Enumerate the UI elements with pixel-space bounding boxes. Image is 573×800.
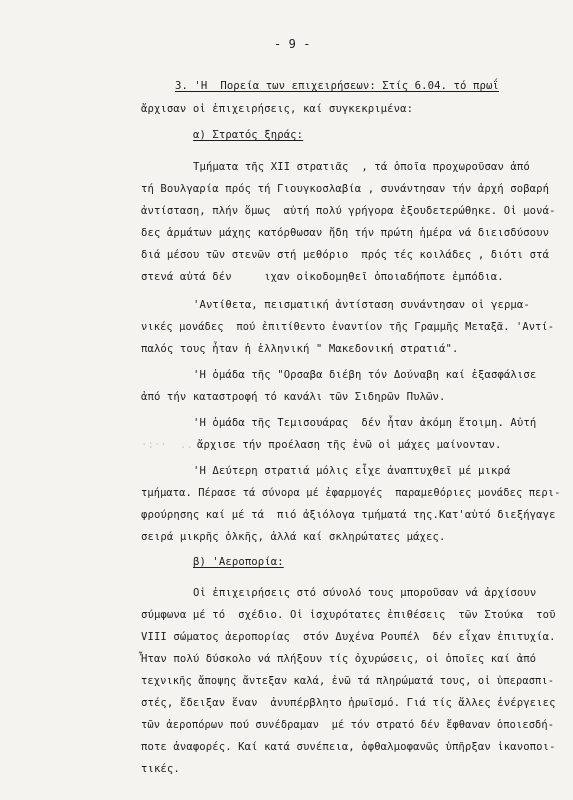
text-line: ἀπό τήν καταστροφή τό κανάλι τῶν Σιδηρῶν Πυλῶν.	[141, 391, 446, 403]
text-line: διά μέσου τῶν στενῶν στή μεθόριο πρός τές κοιλάδες , διότι στά	[141, 249, 550, 261]
subsection-heading: α) Στρατός ξηράς:	[193, 129, 304, 141]
text-line: στενά αὐτά δέν ιχαν οἰκοδομηθεῖ ὁποιαδήποτε ἐμπόδια.	[141, 271, 504, 283]
text-line: Τμήματα τῆς XII στρατιᾶς , τά ὁποῖα προχωροῦσαν ἀπό	[193, 161, 530, 173]
text-line: 'Αντίθετα, πεισματική ἀντίσταση συνάντησαν οἱ γερμα-	[193, 299, 530, 311]
text-line: παλός τους ἦταν ἡ ἑλληνική " Μακεδονική στρατιά".	[141, 343, 459, 355]
subsection-heading: β) 'Αεροπορία:	[193, 556, 284, 568]
smudge-mark: ·:·· ..	[141, 439, 193, 451]
text-line: τεχνικῆς ἄποψης ἄντεξαν καλά, ἐνῶ τά πληρώματά τους, οἱ ὑπερασπι-	[141, 675, 555, 687]
text-line: 'Η ὁμάδα τῆς "Ορσαβα διέβη τόν Δούναβη καί ἐξασφάλισε	[193, 369, 537, 381]
text-line: 'Η Δεύτερη στρατιά μόλις εἶχε ἀναπτυχθεῖ μέ μικρά	[193, 465, 511, 477]
text-line: ἀντίσταση, πλήν ὅμως αὐτή πολύ γρήγορα ἐξουδετερώθηκε. Οἱ μονά-	[141, 205, 556, 217]
text-line: στές, ἔδειξαν ἕναν ἀνυπέρβλητο ἡρωϊσμό. Γιά τίς ἄλλες ἐνέργειες	[141, 697, 556, 709]
text-line: VIII σώματος ἀεροπορίας στόν Δυχένα Ρουπέλ δέν εἶχαν ἐπιτυχία.	[141, 631, 556, 643]
text-line: ἄρχισε τήν προέλαση τῆς ἐνῶ οἱ μάχες μαίνονταν.	[197, 439, 502, 451]
text-line: τῶν ἀεροπόρων πού συνέδραμαν μέ τόν στρατό δέν ἔφθαναν ὁποιεσδή-	[141, 719, 555, 731]
text-line: ἄρχισαν οἱ ἐπιχειρήσεις, καί συγκεκριμένα:	[141, 103, 414, 115]
text-line: δες ἁρμάτων μάχης κατόρθωσαν ἤδη τήν πρώτη ἡμέρα νά διεισδύσουν	[141, 227, 550, 239]
page-number: - 9 -	[274, 37, 311, 51]
text-line: τή Βουλγαρία πρός τή Γιουγκοσλαβία , συνάντησαν τήν ἀρχή σοβαρή	[141, 183, 550, 195]
text-line: νικές μονάδες πού ἐπιτίθεντο ἐναντίον τῆς Γραμμῆς Μεταξᾶ. 'Αντί-	[141, 321, 555, 333]
text-line: τικές.	[141, 763, 180, 775]
text-line: τμήματα. Πέρασε τά σύνορα μέ ἐφαρμογές παραμεθόριες μονάδες περι-	[141, 487, 561, 499]
text-line: σύμφωνα μέ τό σχέδιο. Οἱ ἰσχυρότατες ἐπιθέσεις τῶν Στούκα τοῦ	[141, 609, 556, 621]
text-line: σειρά μικρῆς ὁλκῆς, ἀλλά καί σκληρώτατες μάχες.	[141, 531, 446, 543]
text-line: Οἱ ἐπιχειρήσεις στό σύνολό τους μποροῦσαν νά ἀρχίσουν	[193, 587, 537, 599]
section-heading: 3. 'Η Πορεία των επιχειρήσεων: Στίς 6.04. τό πρωΐ	[175, 80, 499, 92]
text-line: φρούρησης καί μέ τά πιό ἀξιόλογα τμήματά της.Κατ'αὐτό διεξήγαγε	[141, 509, 556, 521]
text-line: ποτε ἀναφορές. Καί κατά συνέπεια, ὀφθαλμοφανῶς ὑπῆρξαν ἱκανοποι-	[141, 741, 556, 753]
text-line: 'Η ὁμάδα τῆς Τεμισουάρας δέν ἦταν ἀκόμη ἕτοιμη. Αὐτή	[193, 417, 537, 429]
text-line: Ἦταν πολύ δύσκολο νά πλήξουν τίς ὀχυρώσεις, οἱ ὁποῖες καί ἀπό	[141, 653, 537, 665]
